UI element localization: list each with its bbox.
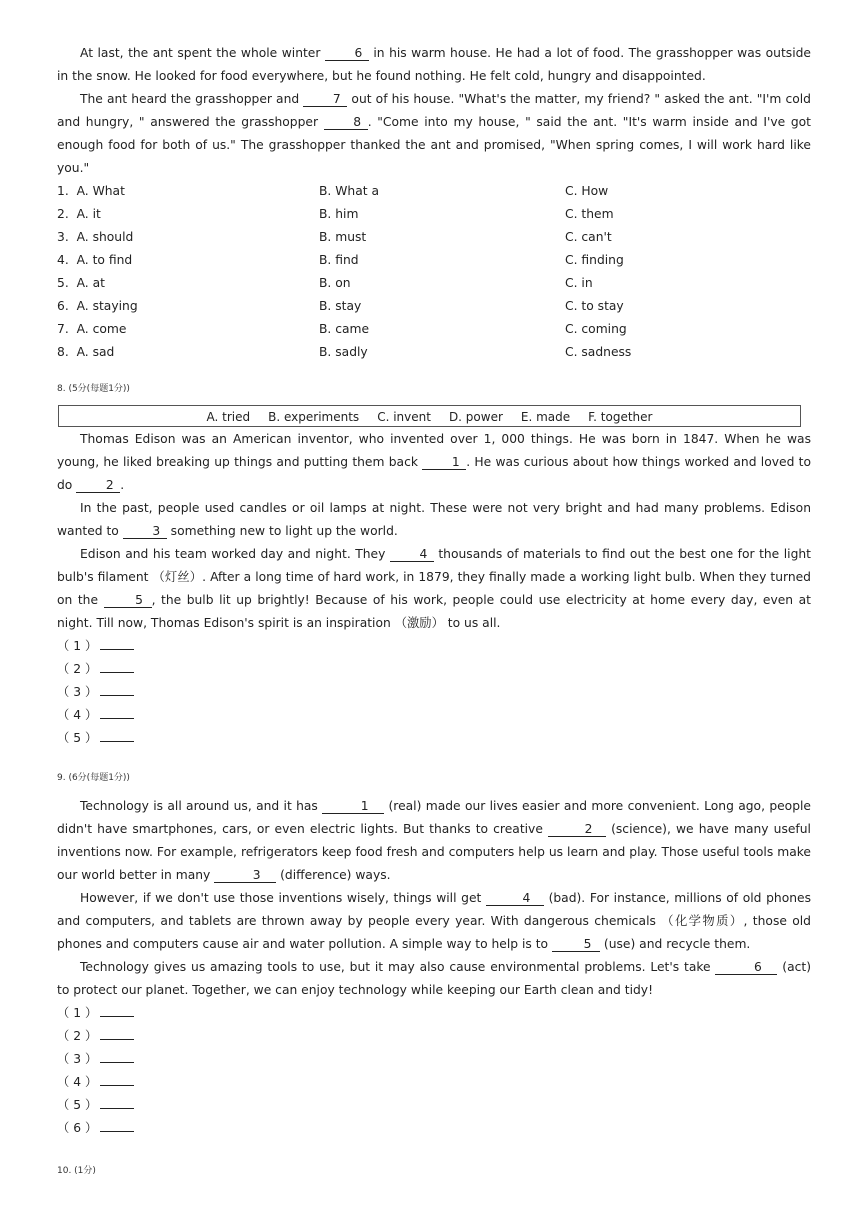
word-option: D. power — [448, 410, 503, 424]
answer-row: （ 5 ） — [57, 1094, 811, 1117]
option-c[interactable]: C. sadness — [565, 345, 632, 359]
option-row: 1. A. What B. What a C. How — [57, 180, 811, 203]
blank: 8 — [324, 115, 368, 130]
option-row: 4. A. to find B. find C. finding — [57, 249, 811, 272]
answer-input[interactable] — [100, 727, 134, 742]
blank: 7 — [303, 92, 347, 107]
word-option: F. together — [588, 410, 653, 424]
paragraph: At last, the ant spent the whole winter 6 in his warm house. He had a lot of food. The grasshopper was outside in the snow. He looked for food everywhere, but he found nothing. He felt cold, hungry and disappointed. — [57, 46, 811, 83]
blank: 3 — [123, 524, 167, 539]
option-c[interactable]: C. finding — [565, 253, 624, 267]
answer-row: （ 3 ） — [57, 1048, 811, 1071]
option-c[interactable]: C. them — [565, 207, 614, 221]
blank: 1 — [322, 799, 384, 814]
answer-row: （ 2 ） — [57, 658, 811, 681]
answer-input[interactable] — [100, 681, 134, 696]
answer-input[interactable] — [100, 635, 134, 650]
answer-input[interactable] — [100, 1094, 134, 1109]
blank: 4 — [390, 547, 434, 562]
option-c[interactable]: C. in — [565, 276, 593, 290]
option-c[interactable]: C. coming — [565, 322, 627, 336]
option-row: 7. A. come B. came C. coming — [57, 318, 811, 341]
option-b[interactable]: B. came — [319, 322, 370, 336]
answer-input[interactable] — [100, 1071, 134, 1086]
option-b[interactable]: B. What a — [319, 184, 380, 198]
blank: 6 — [325, 46, 369, 61]
word-option: B. experiments — [268, 410, 360, 424]
answer-input[interactable] — [100, 1025, 134, 1040]
paragraph: In the past, people used candles or oil lamps at night. These were not very bright and had many problems. Edison wanted to 3 something new to light up the world. — [57, 501, 811, 538]
option-b[interactable]: B. sadly — [319, 345, 368, 359]
paragraph: However, if we don't use those inventions wisely, things will get 4 (bad). For instance, millions of old phones and computers, and tablets are thrown away by people every year. With dangerous chemicals （化学物质）, those old phones and computers cause air and water pollution. A simple way to help is to 5 (use) and recycle them. — [57, 891, 811, 951]
option-a[interactable]: A. What — [76, 184, 125, 198]
option-a[interactable]: A. at — [76, 276, 105, 290]
answer-row: （ 2 ） — [57, 1025, 811, 1048]
word-option: E. made — [520, 410, 571, 424]
answer-row: （ 3 ） — [57, 681, 811, 704]
option-a[interactable]: A. should — [76, 230, 134, 244]
option-b[interactable]: B. find — [319, 253, 359, 267]
answer-row: （ 4 ） — [57, 1071, 811, 1094]
option-row: 3. A. should B. must C. can't — [57, 226, 811, 249]
paragraph: The ant heard the grasshopper and 7 out of his house. "What's the matter, my friend? " asked the ant. "I'm cold and hungry, " answered the grasshopper 8 . "Come into my house, " said the ant. "It's warm inside and I've got enough food for both of us." The grasshopper thanked the ant and promised, "When spring comes, I will work hard like you." — [57, 92, 811, 175]
answer-input[interactable] — [100, 704, 134, 719]
paragraph: Thomas Edison was an American inventor, who invented over 1, 000 things. He was born in 1847. When he was young, he liked breaking up things and putting them back 1 . He was curious about how things worked and loved to do 2 . — [57, 432, 811, 492]
option-b[interactable]: B. must — [319, 230, 367, 244]
blank: 5 — [552, 937, 600, 952]
question-header: 9. (6分(每题1分)) — [57, 773, 130, 783]
blank: 3 — [214, 868, 276, 883]
word-bank — [58, 405, 801, 427]
exam-page — [57, 42, 811, 1177]
word-option: A. tried — [206, 410, 251, 424]
answer-row: （ 5 ） — [57, 727, 811, 750]
blank: 1 — [422, 455, 466, 470]
answer-row: （ 1 ） — [57, 1002, 811, 1025]
option-row: 6. A. staying B. stay C. to stay — [57, 295, 811, 318]
option-a[interactable]: A. to find — [76, 253, 133, 267]
paragraph: Edison and his team worked day and night. They 4 thousands of materials to find out the best one for the light bulb's filament （灯丝）. After a long time of hard work, in 1879, they finally made a working light bulb. When they turned on the 5 , the bulb lit up brightly! Because of his work, people could use electricity at home every day, even at night. Till now, Thomas Edison's spirit is an inspiration （激励） to us all. — [57, 547, 811, 630]
word-option: C. invent — [377, 410, 431, 424]
answer-input[interactable] — [100, 1002, 134, 1017]
option-c[interactable]: C. can't — [565, 230, 612, 244]
paragraph: Technology is all around us, and it has 1 (real) made our lives easier and more convenient. Long ago, people didn't have smartphones, cars, or even electric lights. But thanks to creative 2 (science), we have many useful inventions now. For example, refrigerators keep food fresh and computers help us learn and play. Those useful tools make our world better in many 3 (difference) ways. — [57, 799, 811, 882]
blank: 2 — [76, 478, 120, 493]
option-a[interactable]: A. sad — [76, 345, 115, 359]
option-a[interactable]: A. it — [76, 207, 101, 221]
blank: 2 — [548, 822, 606, 837]
answer-row: （ 4 ） — [57, 704, 811, 727]
option-row: 2. A. it B. him C. them — [57, 203, 811, 226]
answer-list — [57, 1002, 811, 1140]
question-header: 8. (5分(每题1分)) — [57, 384, 130, 394]
paragraph: Technology gives us amazing tools to use, but it may also cause environmental problems. Let's take 6 (act) to protect our planet. Together, we can enjoy technology while keeping our Earth clean and tidy! — [57, 960, 811, 997]
option-a[interactable]: A. come — [76, 322, 127, 336]
option-row: 5. A. at B. on C. in — [57, 272, 811, 295]
answer-list — [57, 635, 811, 750]
answer-input[interactable] — [100, 1048, 134, 1063]
option-b[interactable]: B. stay — [319, 299, 362, 313]
answer-row: （ 6 ） — [57, 1117, 811, 1140]
option-c[interactable]: C. How — [565, 184, 609, 198]
options-list — [57, 180, 811, 364]
option-row: 8. A. sad B. sadly C. sadness — [57, 341, 811, 364]
blank: 6 — [715, 960, 777, 975]
answer-input[interactable] — [100, 1117, 134, 1132]
blank: 4 — [486, 891, 544, 906]
option-c[interactable]: C. to stay — [565, 299, 624, 313]
blank: 5 — [104, 593, 152, 608]
answer-row: （ 1 ） — [57, 635, 811, 658]
question-header: 10. (1分) — [57, 1166, 96, 1176]
option-b[interactable]: B. him — [319, 207, 359, 221]
answer-input[interactable] — [100, 658, 134, 673]
option-b[interactable]: B. on — [319, 276, 351, 290]
option-a[interactable]: A. staying — [76, 299, 138, 313]
